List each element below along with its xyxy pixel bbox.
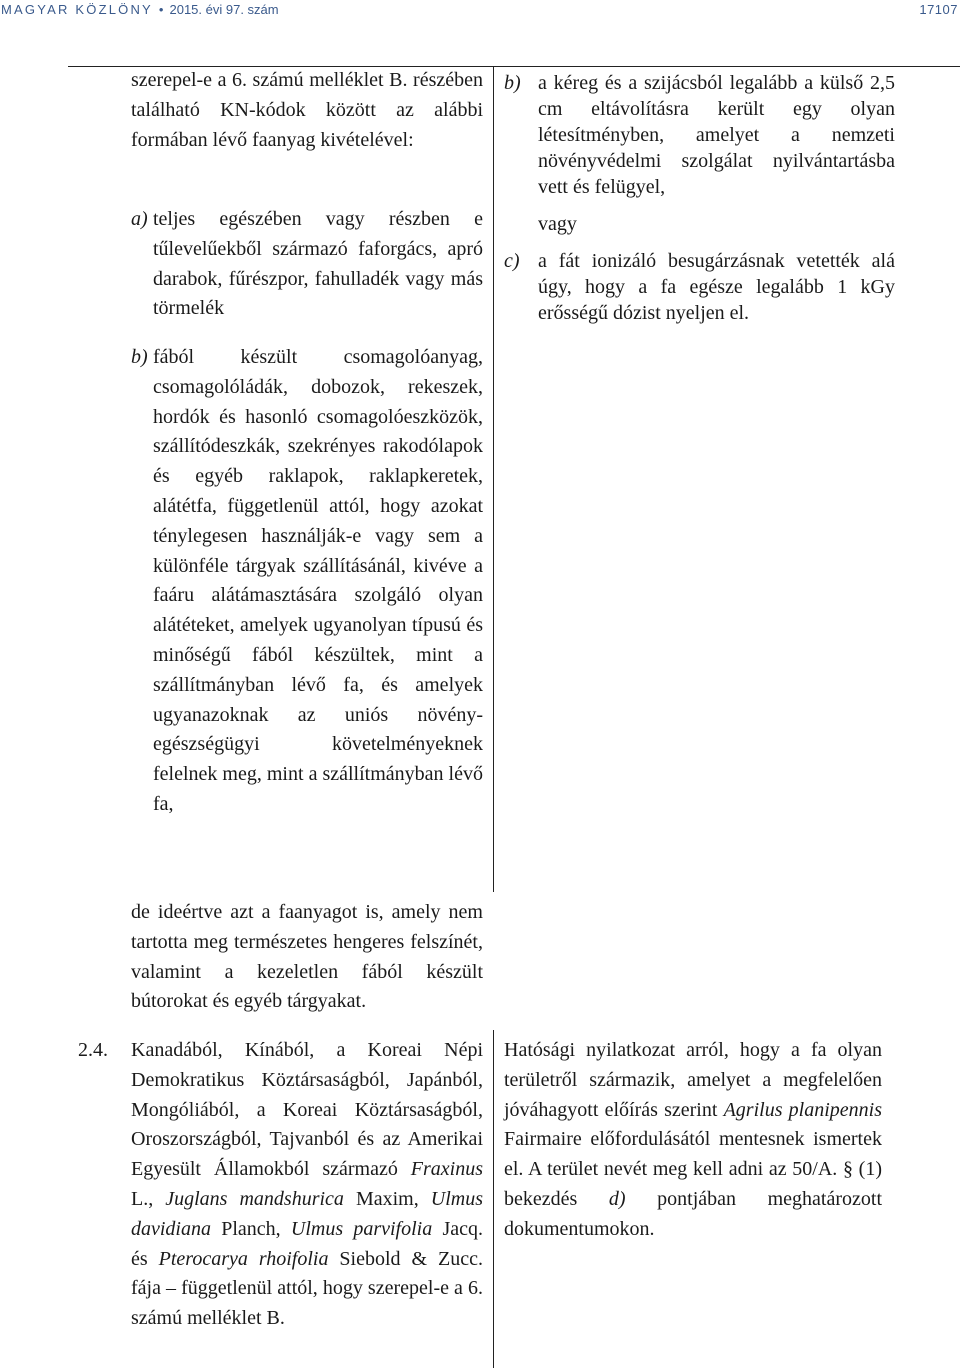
- species-ulmus-parvifolia: Ulmus parvifolia: [290, 1217, 433, 1240]
- journal-header: [1, 2, 279, 17]
- page-header: [0, 0, 960, 24]
- header-bullet: •: [158, 2, 164, 17]
- or-word: vagy: [538, 213, 577, 235]
- row-24-left-text: [131, 1036, 483, 1334]
- item-a-text: teljes egészében vagy részben e tűlevelűekből származó faforgács, apró darabok, fűrészpor, fahulladék vagy más törmelék: [153, 208, 483, 320]
- row-24-text-3: Maxim,: [343, 1187, 431, 1210]
- item-a-label: a): [131, 208, 148, 230]
- row-24-right-text: [504, 1036, 882, 1245]
- item-b-text: fából készült csomagolóanyag, csomagolóládák, dobozok, rekeszek, hordók és hasonló csomagolóeszközök, szállítódeszkák, szekrényes rakodólapok és egyéb raklapok, raklapkeretek, alátétfa, függetlenül attól, hogy azokat ténylegesen használják-e vagy sem a különféle tárgyak szállításánál, kivéve a faáru alátámasztására szolgáló olyan alátéteket, amelyek ugyanolyan típusú és minőségű fából készültek, mint a szállítmányban lévő fa, és amelyek ugyanazoknak az uniós növény-egészségügyi követelményeknek felelnek meg, mint a szállítmányban lévő fa,: [153, 346, 483, 815]
- page-number: 17107: [919, 2, 958, 17]
- row-24-text-5: Jacq. és: [131, 1217, 483, 1270]
- right-item-b-text: a kéreg és a szijácsból legalább a külső 2,5 cm eltávolításra került egy olyan létesítményben, amelyet a nemzeti növényvédelmi szolgálat nyilvántartásba vett és felügyel,: [538, 72, 895, 198]
- item-b-label: b): [131, 346, 148, 368]
- right-item-b-label: b): [504, 72, 521, 94]
- row-24-text-2: L.,: [131, 1187, 166, 1210]
- closing-paragraph: de ideértve azt a faanyagot is, amely nem tartotta meg természetes hengeres felszínét, valamint a kezeletlen fából készült bútorokat és egyéb tárgyakat.: [131, 901, 483, 1013]
- row-number: 2.4.: [78, 1039, 108, 1061]
- species-pterocarya: Pterocarya rhoifolia: [158, 1247, 329, 1270]
- intro-paragraph: szerepel-e a 6. számú melléklet B. részében található KN-kódok között az alábbi formában lévő faanyag kivételével:: [131, 69, 483, 151]
- point-d-label: d): [608, 1187, 626, 1210]
- row-24-text-1: Kanadából, Kínából, a Koreai Népi Demokratikus Köztársaságból, Japánból, Mongóliából, a Koreai Köztársaságból, Oroszországból, Tajvanból és az Amerikai Egyesült Államokból származó: [131, 1039, 483, 1181]
- species-juglans: Juglans mandshurica: [165, 1187, 344, 1210]
- row-24-text-4: Planch,: [211, 1217, 291, 1240]
- issue-label: 2015. évi 97. szám: [169, 2, 279, 17]
- species-fraxinus: Fraxinus: [410, 1158, 483, 1181]
- species-ulmus-davidiana: Ulmus davidiana: [131, 1187, 483, 1240]
- row-24-right-3: pontjában meghatározott dokumentumokon.: [504, 1187, 883, 1240]
- column-divider-upper: [493, 66, 494, 892]
- right-item-c-label: c): [504, 250, 520, 272]
- row-24-text-6: Siebold & Zucc. fája – függetlenül attól, hogy szerepel-e a 6. számú melléklet B.: [131, 1247, 483, 1330]
- row-24-right-1: Hatósági nyilatkozat arról, hogy a fa olyan területről származik, amelyet a megfelelően jóváhagyott előírás szerint: [504, 1039, 882, 1121]
- row-24-right-2: Fairmaire előfordulásától mentesnek ismertek el. A terület nevét meg kell adni az 50/A. § (1) bekezdés: [504, 1128, 882, 1210]
- column-divider-lower: [493, 1030, 494, 1368]
- species-agrilus: Agrilus planipennis: [723, 1098, 882, 1121]
- journal-title: MAGYAR KÖZLÖNY: [1, 2, 153, 17]
- right-item-c-text: a fát ionizáló besugárzásnak vetették alá úgy, hogy a fa egésze legalább 1 kGy erősségű dózist nyeljen el.: [538, 250, 895, 324]
